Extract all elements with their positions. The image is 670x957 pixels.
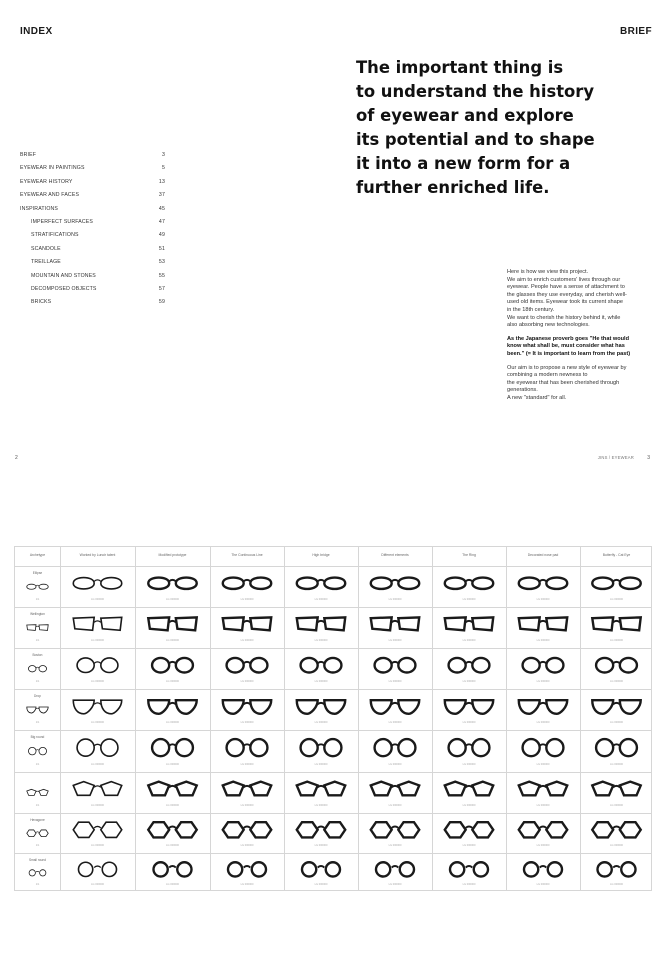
brief-line: used old items. Eyewear took its current shape bbox=[507, 299, 623, 306]
toc-entry-label: TREILLAGE bbox=[31, 259, 61, 266]
model-caption: LG 000000 bbox=[166, 883, 179, 886]
model-caption: LG 000000 bbox=[314, 883, 328, 886]
model-caption: LG 000000 bbox=[388, 639, 402, 642]
model-caption: LG 000000 bbox=[166, 598, 179, 601]
toc-entry-label: BRICKS bbox=[31, 299, 52, 306]
archetype-name: Drop bbox=[34, 694, 41, 698]
headline-line: further enriched life. bbox=[356, 178, 550, 197]
archetype-caption: 1/1 bbox=[35, 804, 40, 807]
brief-line: the glasses they use everyday, and cherish well- bbox=[507, 291, 627, 298]
model-caption: LG 000000 bbox=[314, 804, 328, 807]
toc-entry-label: IMPERFECT SURFACES bbox=[31, 218, 93, 225]
eyeglasses-icon bbox=[580, 853, 653, 892]
eyeglasses-icon bbox=[15, 572, 60, 607]
toc-entry-page: 51 bbox=[158, 245, 165, 252]
headline-line: of eyewear and explore bbox=[356, 106, 574, 125]
toc-entry-page: 3 bbox=[161, 152, 165, 158]
model-caption: LG 000000 bbox=[166, 680, 179, 683]
model-caption: LG 000000 bbox=[388, 721, 402, 724]
toc-entry-label: DECOMPOSED OBJECTS bbox=[31, 285, 97, 292]
archetype-caption: 1/1 bbox=[35, 680, 40, 683]
model-caption: LG 000000 bbox=[536, 721, 550, 724]
grid-column-header: Different elements bbox=[381, 553, 409, 557]
archetype-name: Boston bbox=[32, 653, 43, 657]
left-page-number: 2 bbox=[15, 455, 18, 461]
toc-entry-page: 57 bbox=[158, 285, 165, 292]
brief-line: been." (= It is important to learn from the past) bbox=[507, 350, 631, 357]
model-caption: LG 000000 bbox=[388, 844, 402, 847]
headline-line: to understand the history bbox=[356, 82, 595, 101]
model-caption: LG 000000 bbox=[91, 804, 104, 807]
toc-entry[interactable] bbox=[20, 206, 165, 219]
model-caption: LG 000000 bbox=[314, 844, 328, 847]
model-caption: LG 000000 bbox=[536, 804, 550, 807]
archetype-caption: 1/1 bbox=[35, 763, 40, 766]
toc-entry-label: EYEWEAR AND FACES bbox=[20, 192, 80, 199]
model-caption: LG 000000 bbox=[314, 763, 328, 766]
archetype-name: Wellington bbox=[30, 612, 45, 616]
eyeglasses-icon bbox=[15, 695, 60, 730]
toc-entry-page: 45 bbox=[158, 205, 165, 212]
model-caption: LG 000000 bbox=[462, 721, 476, 724]
brief-line: Here is how we view this project. bbox=[507, 269, 589, 275]
eyeglasses-icon bbox=[432, 853, 506, 892]
archetype-caption: 1/1 bbox=[35, 721, 40, 724]
model-caption: LG 000000 bbox=[610, 763, 623, 766]
toc-entry[interactable] bbox=[20, 192, 165, 205]
headline-line: The important thing is bbox=[356, 58, 564, 77]
model-caption: LG 000000 bbox=[388, 804, 402, 807]
brief-line: also absorbing new technologies. bbox=[507, 322, 590, 329]
grid-column-header: The Continuous Line bbox=[231, 553, 263, 557]
model-caption: LG 000000 bbox=[462, 680, 476, 683]
model-caption: LG 000000 bbox=[91, 680, 104, 683]
model-caption: LG 000000 bbox=[462, 804, 476, 807]
brief-line: generations. bbox=[507, 387, 538, 394]
eyeglasses-icon bbox=[15, 736, 60, 772]
eyeglasses-icon bbox=[135, 813, 210, 853]
toc-entry-page: 55 bbox=[158, 272, 165, 279]
grid-column-header: Butterfly - Cat Eye bbox=[602, 553, 631, 557]
toc-entry-page: 13 bbox=[158, 178, 165, 185]
model-caption: LG 000000 bbox=[314, 721, 328, 724]
model-caption: LG 000000 bbox=[240, 883, 254, 886]
model-caption: LG 000000 bbox=[462, 763, 476, 766]
toc-entry[interactable] bbox=[20, 273, 165, 286]
eyeglasses-icon bbox=[15, 819, 60, 853]
model-caption: LG 000000 bbox=[240, 721, 254, 724]
brief-line: know what shall be, must consider what has bbox=[507, 343, 625, 350]
archetype-caption: 1/1 bbox=[35, 883, 40, 886]
model-caption: LG 000000 bbox=[240, 763, 254, 766]
eyeglasses-icon bbox=[135, 853, 210, 892]
model-caption: LG 000000 bbox=[536, 598, 550, 601]
archetype-caption: 1/1 bbox=[35, 639, 40, 642]
headline bbox=[356, 56, 596, 200]
toc-entry[interactable] bbox=[20, 299, 165, 312]
model-caption: LG 000000 bbox=[166, 763, 179, 766]
model-caption: LG 000000 bbox=[240, 844, 254, 847]
toc-entry[interactable] bbox=[20, 219, 165, 232]
brief-line: We aim to enrich customers' lives through our bbox=[507, 276, 621, 283]
model-caption: LG 000000 bbox=[610, 883, 623, 886]
model-caption: LG 000000 bbox=[536, 844, 550, 847]
model-caption: LG 000000 bbox=[240, 680, 254, 683]
archetype-name: Hexagone bbox=[30, 818, 45, 822]
eyeglasses-icon bbox=[358, 813, 432, 853]
toc-entry-page: 49 bbox=[158, 232, 165, 239]
model-caption: LG 000000 bbox=[462, 598, 476, 601]
toc-entry-page: 59 bbox=[158, 299, 165, 306]
model-caption: LG 000000 bbox=[462, 639, 476, 642]
brief-heading: BRIEF bbox=[620, 26, 652, 37]
toc-entry-label: EYEWEAR HISTORY bbox=[20, 178, 73, 185]
model-caption: LG 000000 bbox=[240, 639, 254, 642]
model-caption: LG 000000 bbox=[610, 804, 623, 807]
eyeglasses-icon bbox=[15, 654, 60, 689]
archetype-caption: 1/1 bbox=[35, 598, 40, 601]
toc-entry[interactable] bbox=[20, 246, 165, 259]
toc-entry-page: 47 bbox=[158, 218, 165, 225]
archetype-name: Big round bbox=[30, 735, 45, 739]
model-caption: LG 000000 bbox=[388, 883, 402, 886]
model-caption: LG 000000 bbox=[610, 680, 623, 683]
model-caption: LG 000000 bbox=[314, 680, 328, 683]
toc-entry-page: 53 bbox=[158, 259, 165, 266]
eyeglasses-icon bbox=[15, 859, 60, 892]
eyeglasses-icon bbox=[60, 813, 135, 853]
brief-line: As the Japanese proverb goes "He that would bbox=[507, 335, 630, 342]
toc-entry[interactable] bbox=[20, 259, 165, 272]
model-caption: LG 000000 bbox=[536, 680, 550, 683]
brief-line: eyewear. People have a sense of attachment to bbox=[507, 284, 625, 291]
eyeglasses-icon bbox=[15, 613, 60, 648]
index-brief-spread bbox=[0, 0, 670, 470]
archetype-caption: 1/1 bbox=[35, 844, 40, 847]
footer-tag: JINS / EYEWEAR bbox=[597, 455, 634, 460]
model-caption: LG 000000 bbox=[91, 883, 104, 886]
toc-entry[interactable] bbox=[20, 165, 165, 178]
brief-line: We want to cherish the history behind it, while bbox=[507, 314, 621, 321]
brief-line: A new "standard" for all. bbox=[507, 394, 567, 401]
toc-entry[interactable] bbox=[20, 286, 165, 299]
table-of-contents bbox=[20, 152, 165, 313]
model-caption: LG 000000 bbox=[536, 639, 550, 642]
grid-column-header: Archetype bbox=[29, 553, 46, 557]
eyeglasses-icon bbox=[210, 853, 284, 892]
eyeglasses-icon bbox=[506, 853, 580, 892]
toc-entry-label: SCANDOLE bbox=[31, 245, 61, 252]
grid-column-header: The Ring bbox=[462, 553, 476, 557]
toc-entry-label: INSPIRATIONS bbox=[20, 205, 59, 212]
model-caption: LG 000000 bbox=[610, 639, 623, 642]
eyeglasses-icon bbox=[284, 853, 358, 892]
model-caption: LG 000000 bbox=[610, 598, 623, 601]
model-caption: LG 000000 bbox=[91, 598, 104, 601]
headline-line: it into a new form for a bbox=[356, 154, 571, 173]
eyeglasses-icon bbox=[60, 853, 135, 892]
right-page-number: 3 bbox=[647, 455, 650, 461]
model-caption: LG 000000 bbox=[240, 804, 254, 807]
model-caption: LG 000000 bbox=[536, 763, 550, 766]
toc-entry-label: MOUNTAIN AND STONES bbox=[31, 272, 96, 279]
headline-line: its potential and to shape bbox=[356, 130, 595, 149]
model-caption: LG 000000 bbox=[91, 639, 104, 642]
model-caption: LG 000000 bbox=[388, 598, 402, 601]
model-caption: LG 000000 bbox=[314, 598, 328, 601]
model-caption: LG 000000 bbox=[462, 883, 476, 886]
model-caption: LG 000000 bbox=[240, 598, 254, 601]
eyeglasses-icon bbox=[358, 853, 432, 892]
model-caption: LG 000000 bbox=[536, 883, 550, 886]
model-caption: LG 000000 bbox=[91, 721, 104, 724]
model-caption: LG 000000 bbox=[166, 639, 179, 642]
brief-line: Our aim is to propose a new style of eyewear by bbox=[507, 364, 627, 371]
model-caption: LG 000000 bbox=[91, 844, 104, 847]
toc-entry[interactable] bbox=[20, 152, 165, 165]
brief-line: the eyewear that has been cherished through bbox=[507, 379, 620, 386]
index-heading: INDEX bbox=[20, 26, 53, 37]
toc-entry-page: 37 bbox=[158, 192, 165, 199]
eyeglasses-icon bbox=[580, 813, 653, 853]
toc-entry-label: BRIEF bbox=[20, 152, 37, 158]
eyeglasses-icon bbox=[284, 813, 358, 853]
eyeglasses-icon bbox=[432, 813, 506, 853]
model-caption: LG 000000 bbox=[91, 763, 104, 766]
brief-text bbox=[507, 269, 652, 403]
archetype-name: Small round bbox=[28, 858, 46, 862]
grid-column-header: Worked by Lunoir talent bbox=[79, 553, 116, 557]
model-caption: LG 000000 bbox=[388, 680, 402, 683]
model-caption: LG 000000 bbox=[610, 721, 623, 724]
grid-column-header: Modified prototype bbox=[158, 553, 187, 557]
eyeglasses-icon bbox=[210, 813, 284, 853]
model-caption: LG 000000 bbox=[388, 763, 402, 766]
toc-entry[interactable] bbox=[20, 232, 165, 245]
archetype-name: Ellipse bbox=[32, 571, 43, 575]
eyeglasses-icon bbox=[506, 813, 580, 853]
grid-column-header: High bridge bbox=[312, 553, 330, 557]
model-caption: LG 000000 bbox=[166, 844, 179, 847]
eyewear-grid bbox=[14, 546, 652, 891]
brief-line: combining a modern newness to bbox=[507, 372, 588, 379]
model-caption: LG 000000 bbox=[166, 721, 179, 724]
eyeglasses-icon bbox=[15, 778, 60, 813]
brief-line: in the 18th century. bbox=[507, 306, 555, 313]
toc-entry-label: STRATIFICATIONS bbox=[31, 232, 79, 239]
model-caption: LG 000000 bbox=[462, 844, 476, 847]
grid-column-header: Decorated nose pad bbox=[527, 553, 559, 557]
toc-entry-label: EYEWEAR IN PAINTINGS bbox=[20, 165, 85, 172]
toc-entry[interactable] bbox=[20, 179, 165, 192]
toc-entry-page: 5 bbox=[161, 165, 165, 172]
model-caption: LG 000000 bbox=[314, 639, 328, 642]
model-caption: LG 000000 bbox=[166, 804, 179, 807]
model-caption: LG 000000 bbox=[610, 844, 623, 847]
